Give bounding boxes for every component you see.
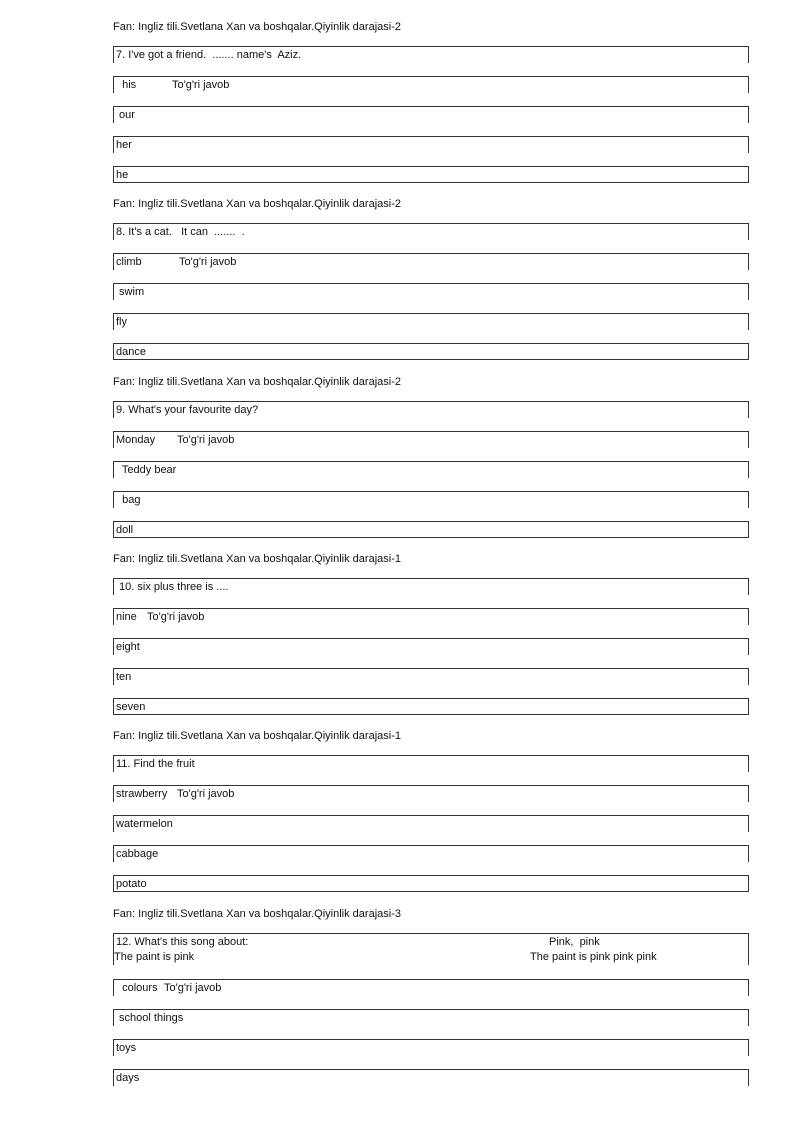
option-text: watermelon	[116, 818, 173, 830]
question-row	[113, 933, 749, 965]
question-block-10	[113, 552, 749, 720]
option-row[interactable]	[113, 979, 749, 996]
option-text: school things	[116, 1012, 184, 1024]
correct-answer-label: To'g'ri javob	[177, 434, 235, 446]
option-text: climb	[116, 256, 142, 268]
question-row	[113, 401, 749, 418]
question-text: 10. six plus three is ....	[116, 581, 229, 593]
subject-header: Fan: Ingliz tili.Svetlana Xan va boshqalar.Qiyinlik darajasi-2	[113, 198, 401, 210]
option-text: Monday	[116, 434, 156, 446]
question-text-line2: The paint is pink	[114, 951, 195, 963]
option-text: days	[116, 1072, 140, 1084]
option-row[interactable]	[113, 461, 749, 478]
option-text: colours	[116, 982, 158, 994]
option-text: cabbage	[116, 848, 159, 860]
question-block-12	[113, 907, 749, 1092]
option-text: her	[116, 139, 132, 151]
option-text: nine	[116, 611, 137, 623]
option-row[interactable]	[113, 845, 749, 862]
question-text: 12. What's this song about:	[116, 936, 249, 948]
question-row	[113, 755, 749, 772]
question-text: 11. Find the fruit	[116, 758, 195, 770]
option-row[interactable]	[113, 491, 749, 508]
option-row[interactable]	[113, 638, 749, 655]
option-text: dance	[116, 346, 146, 358]
option-text: swim	[116, 286, 145, 298]
option-row[interactable]	[113, 521, 749, 538]
question-block-11	[113, 729, 749, 897]
option-text: toys	[116, 1042, 137, 1054]
subject-header: Fan: Ingliz tili.Svetlana Xan va boshqalar.Qiyinlik darajasi-2	[113, 376, 401, 388]
option-text: seven	[116, 701, 146, 713]
option-row[interactable]	[113, 343, 749, 360]
option-text: fly	[116, 316, 127, 328]
question-block-7	[113, 20, 749, 188]
option-row[interactable]	[113, 313, 749, 330]
option-text: bag	[116, 494, 141, 506]
subject-header: Fan: Ingliz tili.Svetlana Xan va boshqalar.Qiyinlik darajasi-3	[113, 908, 401, 920]
option-row[interactable]	[113, 1009, 749, 1026]
option-text: he	[116, 169, 129, 181]
song-lyric-line2: The paint is pink pink pink	[530, 951, 657, 963]
option-row[interactable]	[113, 1069, 749, 1086]
subject-header: Fan: Ingliz tili.Svetlana Xan va boshqalar.Qiyinlik darajasi-1	[113, 730, 401, 742]
question-row	[113, 578, 749, 595]
option-row[interactable]	[113, 283, 749, 300]
correct-answer-label: To'g'ri javob	[172, 79, 230, 91]
option-row[interactable]	[113, 76, 749, 93]
option-row[interactable]	[113, 785, 749, 802]
question-text: 8. It's a cat. It can ....... .	[116, 226, 245, 238]
option-text: Teddy bear	[116, 464, 177, 476]
question-text: 7. I've got a friend. ....... name's Aziz.	[116, 49, 302, 61]
question-text: 9. What's your favourite day?	[116, 404, 259, 416]
option-text: potato	[116, 878, 147, 890]
option-text: our	[116, 109, 135, 121]
option-row[interactable]	[113, 698, 749, 715]
correct-answer-label: To'g'ri javob	[179, 256, 237, 268]
option-row[interactable]	[113, 815, 749, 832]
correct-answer-label: To'g'ri javob	[164, 982, 222, 994]
option-row[interactable]	[113, 136, 749, 153]
question-block-8	[113, 197, 749, 365]
subject-header: Fan: Ingliz tili.Svetlana Xan va boshqalar.Qiyinlik darajasi-1	[113, 553, 401, 565]
option-row[interactable]	[113, 608, 749, 625]
option-row[interactable]	[113, 106, 749, 123]
option-text: strawberry	[116, 788, 168, 800]
correct-answer-label: To'g'ri javob	[147, 611, 205, 623]
option-text: ten	[116, 671, 132, 683]
question-row	[113, 223, 749, 240]
option-row[interactable]	[113, 431, 749, 448]
option-row[interactable]	[113, 166, 749, 183]
option-text: eight	[116, 641, 140, 653]
option-text: his	[116, 79, 137, 91]
song-lyric-line1: Pink, pink	[549, 936, 600, 948]
option-row[interactable]	[113, 668, 749, 685]
subject-header: Fan: Ingliz tili.Svetlana Xan va boshqalar.Qiyinlik darajasi-2	[113, 21, 401, 33]
option-row[interactable]	[113, 1039, 749, 1056]
option-text: doll	[116, 524, 134, 536]
question-row	[113, 46, 749, 63]
option-row[interactable]	[113, 875, 749, 892]
question-block-9	[113, 375, 749, 543]
correct-answer-label: To'g'ri javob	[177, 788, 235, 800]
option-row[interactable]	[113, 253, 749, 270]
